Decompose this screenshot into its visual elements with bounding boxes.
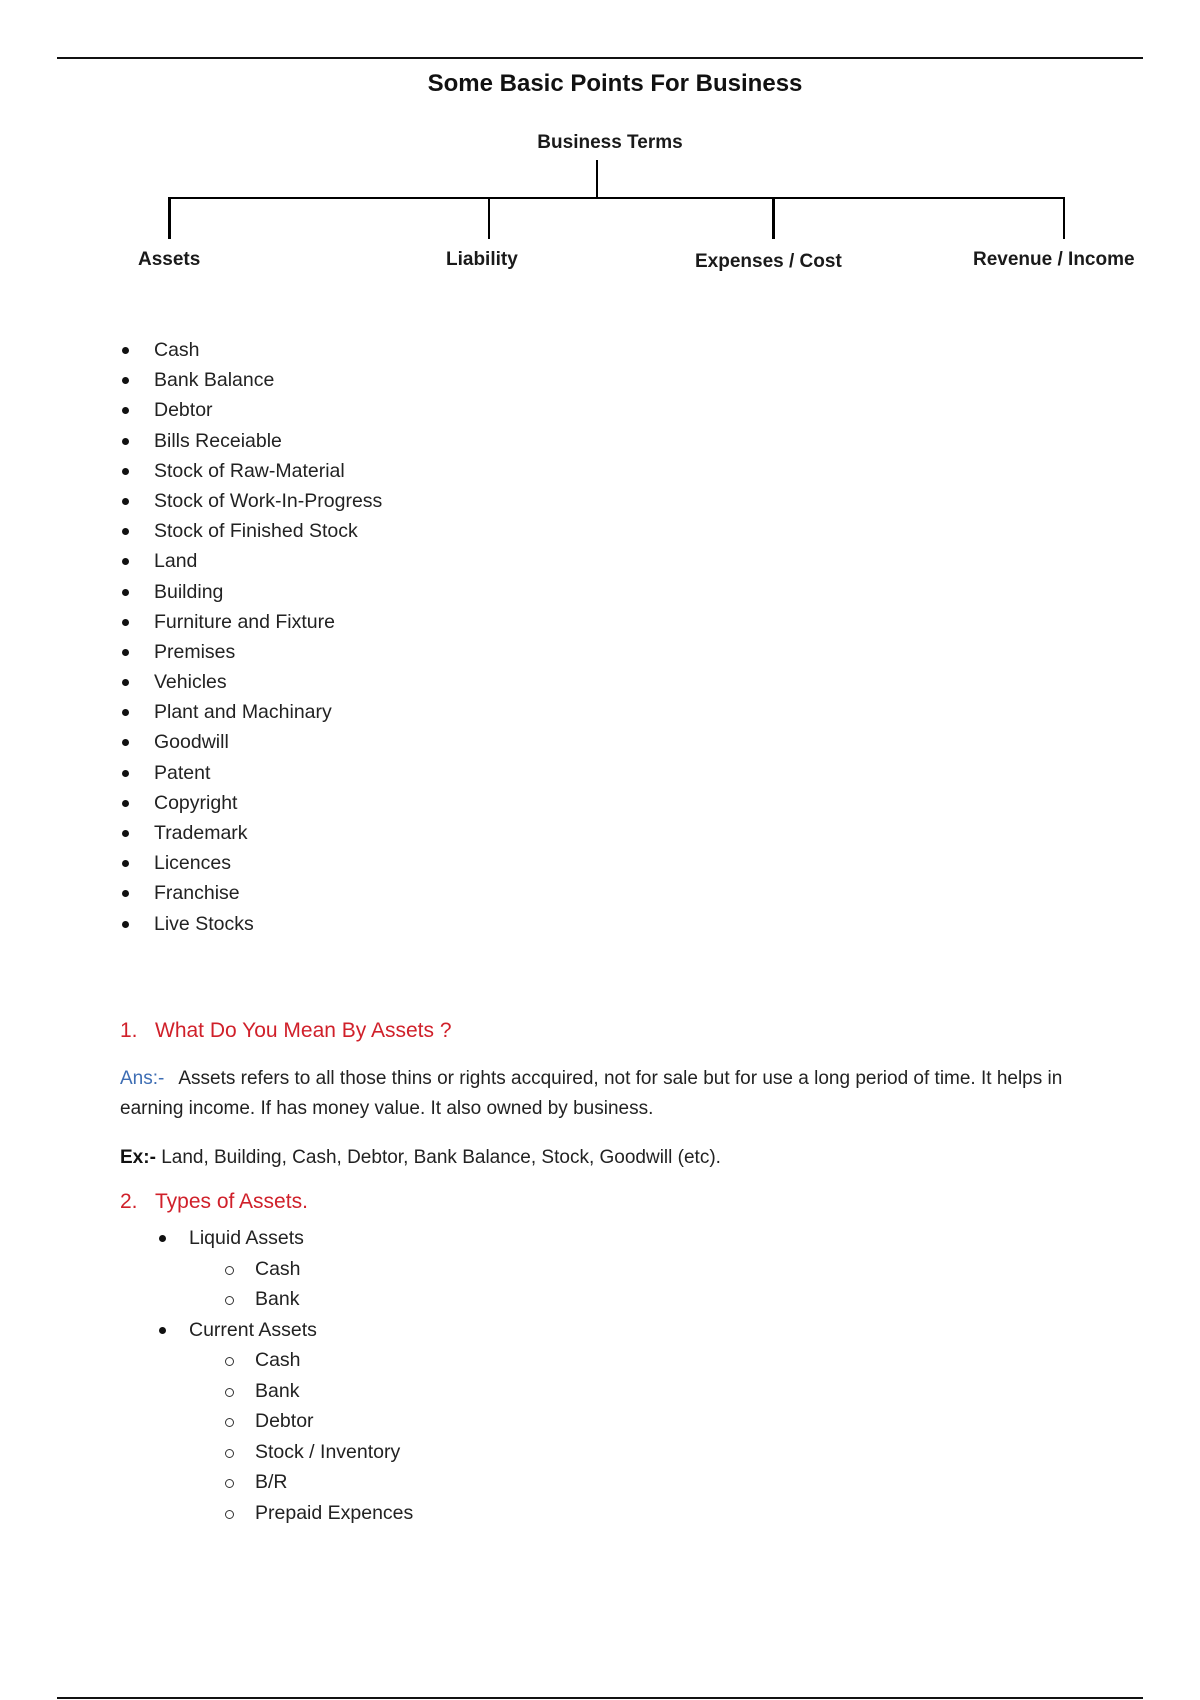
list-item: Debtor <box>116 397 382 427</box>
question-1-number: 1. <box>120 1019 138 1042</box>
answer-text: Assets refers to all those thins or rights accquired, not for sale but for use a long period of time. It helps in earning income. If has money value. It also owned by business. <box>120 1068 1063 1119</box>
sub-list-item: Cash <box>225 1256 413 1287</box>
tree-node-revenue: Revenue / Income <box>973 249 1135 270</box>
sub-list <box>189 1347 413 1530</box>
tree-node-assets: Assets <box>138 249 201 270</box>
tree-horizontal-connector <box>168 197 1065 199</box>
list-item: Furniture and Fixture <box>116 609 382 639</box>
sub-list-item: Stock / Inventory <box>225 1439 413 1470</box>
sub-list-item: Debtor <box>225 1408 413 1439</box>
list-item: Trademark <box>116 820 382 850</box>
tree-node-liability: Liability <box>446 249 518 270</box>
sub-list <box>189 1256 413 1317</box>
sub-list-item: Prepaid Expences <box>225 1500 413 1531</box>
asset-type-label: Current Assets <box>189 1318 317 1341</box>
answer-paragraph <box>120 1064 1120 1124</box>
question-1-heading <box>120 1019 452 1043</box>
tree-branch-expenses <box>772 197 775 239</box>
list-item: Stock of Raw-Material <box>116 458 382 488</box>
tree-root-connector <box>596 160 598 198</box>
list-item: Building <box>116 579 382 609</box>
list-item: Vehicles <box>116 669 382 699</box>
list-item: Premises <box>116 639 382 669</box>
question-2-number: 2. <box>120 1190 138 1213</box>
page-title: Some Basic Points For Business <box>427 70 803 97</box>
list-item: Franchise <box>116 880 382 910</box>
sub-list-item: B/R <box>225 1469 413 1500</box>
asset-type-current <box>157 1317 413 1531</box>
answer-label: Ans:- <box>120 1068 165 1089</box>
list-item: Patent <box>116 760 382 790</box>
list-item: Live Stocks <box>116 911 382 941</box>
bottom-rule <box>57 1697 1143 1699</box>
asset-type-liquid <box>157 1225 413 1317</box>
list-item: Bills Receiable <box>116 428 382 458</box>
tree-root-label: Business Terms <box>537 132 683 153</box>
list-item: Plant and Machinary <box>116 699 382 729</box>
question-1-text: What Do You Mean By Assets ? <box>155 1019 452 1042</box>
question-2-heading <box>120 1190 308 1214</box>
list-item: Copyright <box>116 790 382 820</box>
list-item: Goodwill <box>116 729 382 759</box>
sub-list-item: Bank <box>225 1286 413 1317</box>
sub-list-item: Bank <box>225 1378 413 1409</box>
list-item: Land <box>116 548 382 578</box>
tree-node-expenses: Expenses / Cost <box>695 251 842 272</box>
asset-type-label: Liquid Assets <box>189 1227 304 1249</box>
tree-branch-assets <box>168 197 171 239</box>
list-item: Cash <box>116 337 382 367</box>
sub-list-item: Cash <box>225 1347 413 1378</box>
top-rule <box>57 57 1143 59</box>
example-label: Ex:- <box>120 1147 156 1168</box>
example-text: Land, Building, Cash, Debtor, Bank Balance, Stock, Goodwill (etc). <box>161 1147 721 1168</box>
question-2-text: Types of Assets. <box>155 1190 308 1213</box>
tree-branch-liability <box>488 197 490 239</box>
example-paragraph <box>120 1143 1120 1173</box>
list-item: Bank Balance <box>116 367 382 397</box>
assets-bullet-list <box>116 337 382 941</box>
list-item: Stock of Finished Stock <box>116 518 382 548</box>
asset-types-list <box>157 1225 413 1530</box>
tree-branch-revenue <box>1063 197 1065 239</box>
list-item: Stock of Work-In-Progress <box>116 488 382 518</box>
list-item: Licences <box>116 850 382 880</box>
